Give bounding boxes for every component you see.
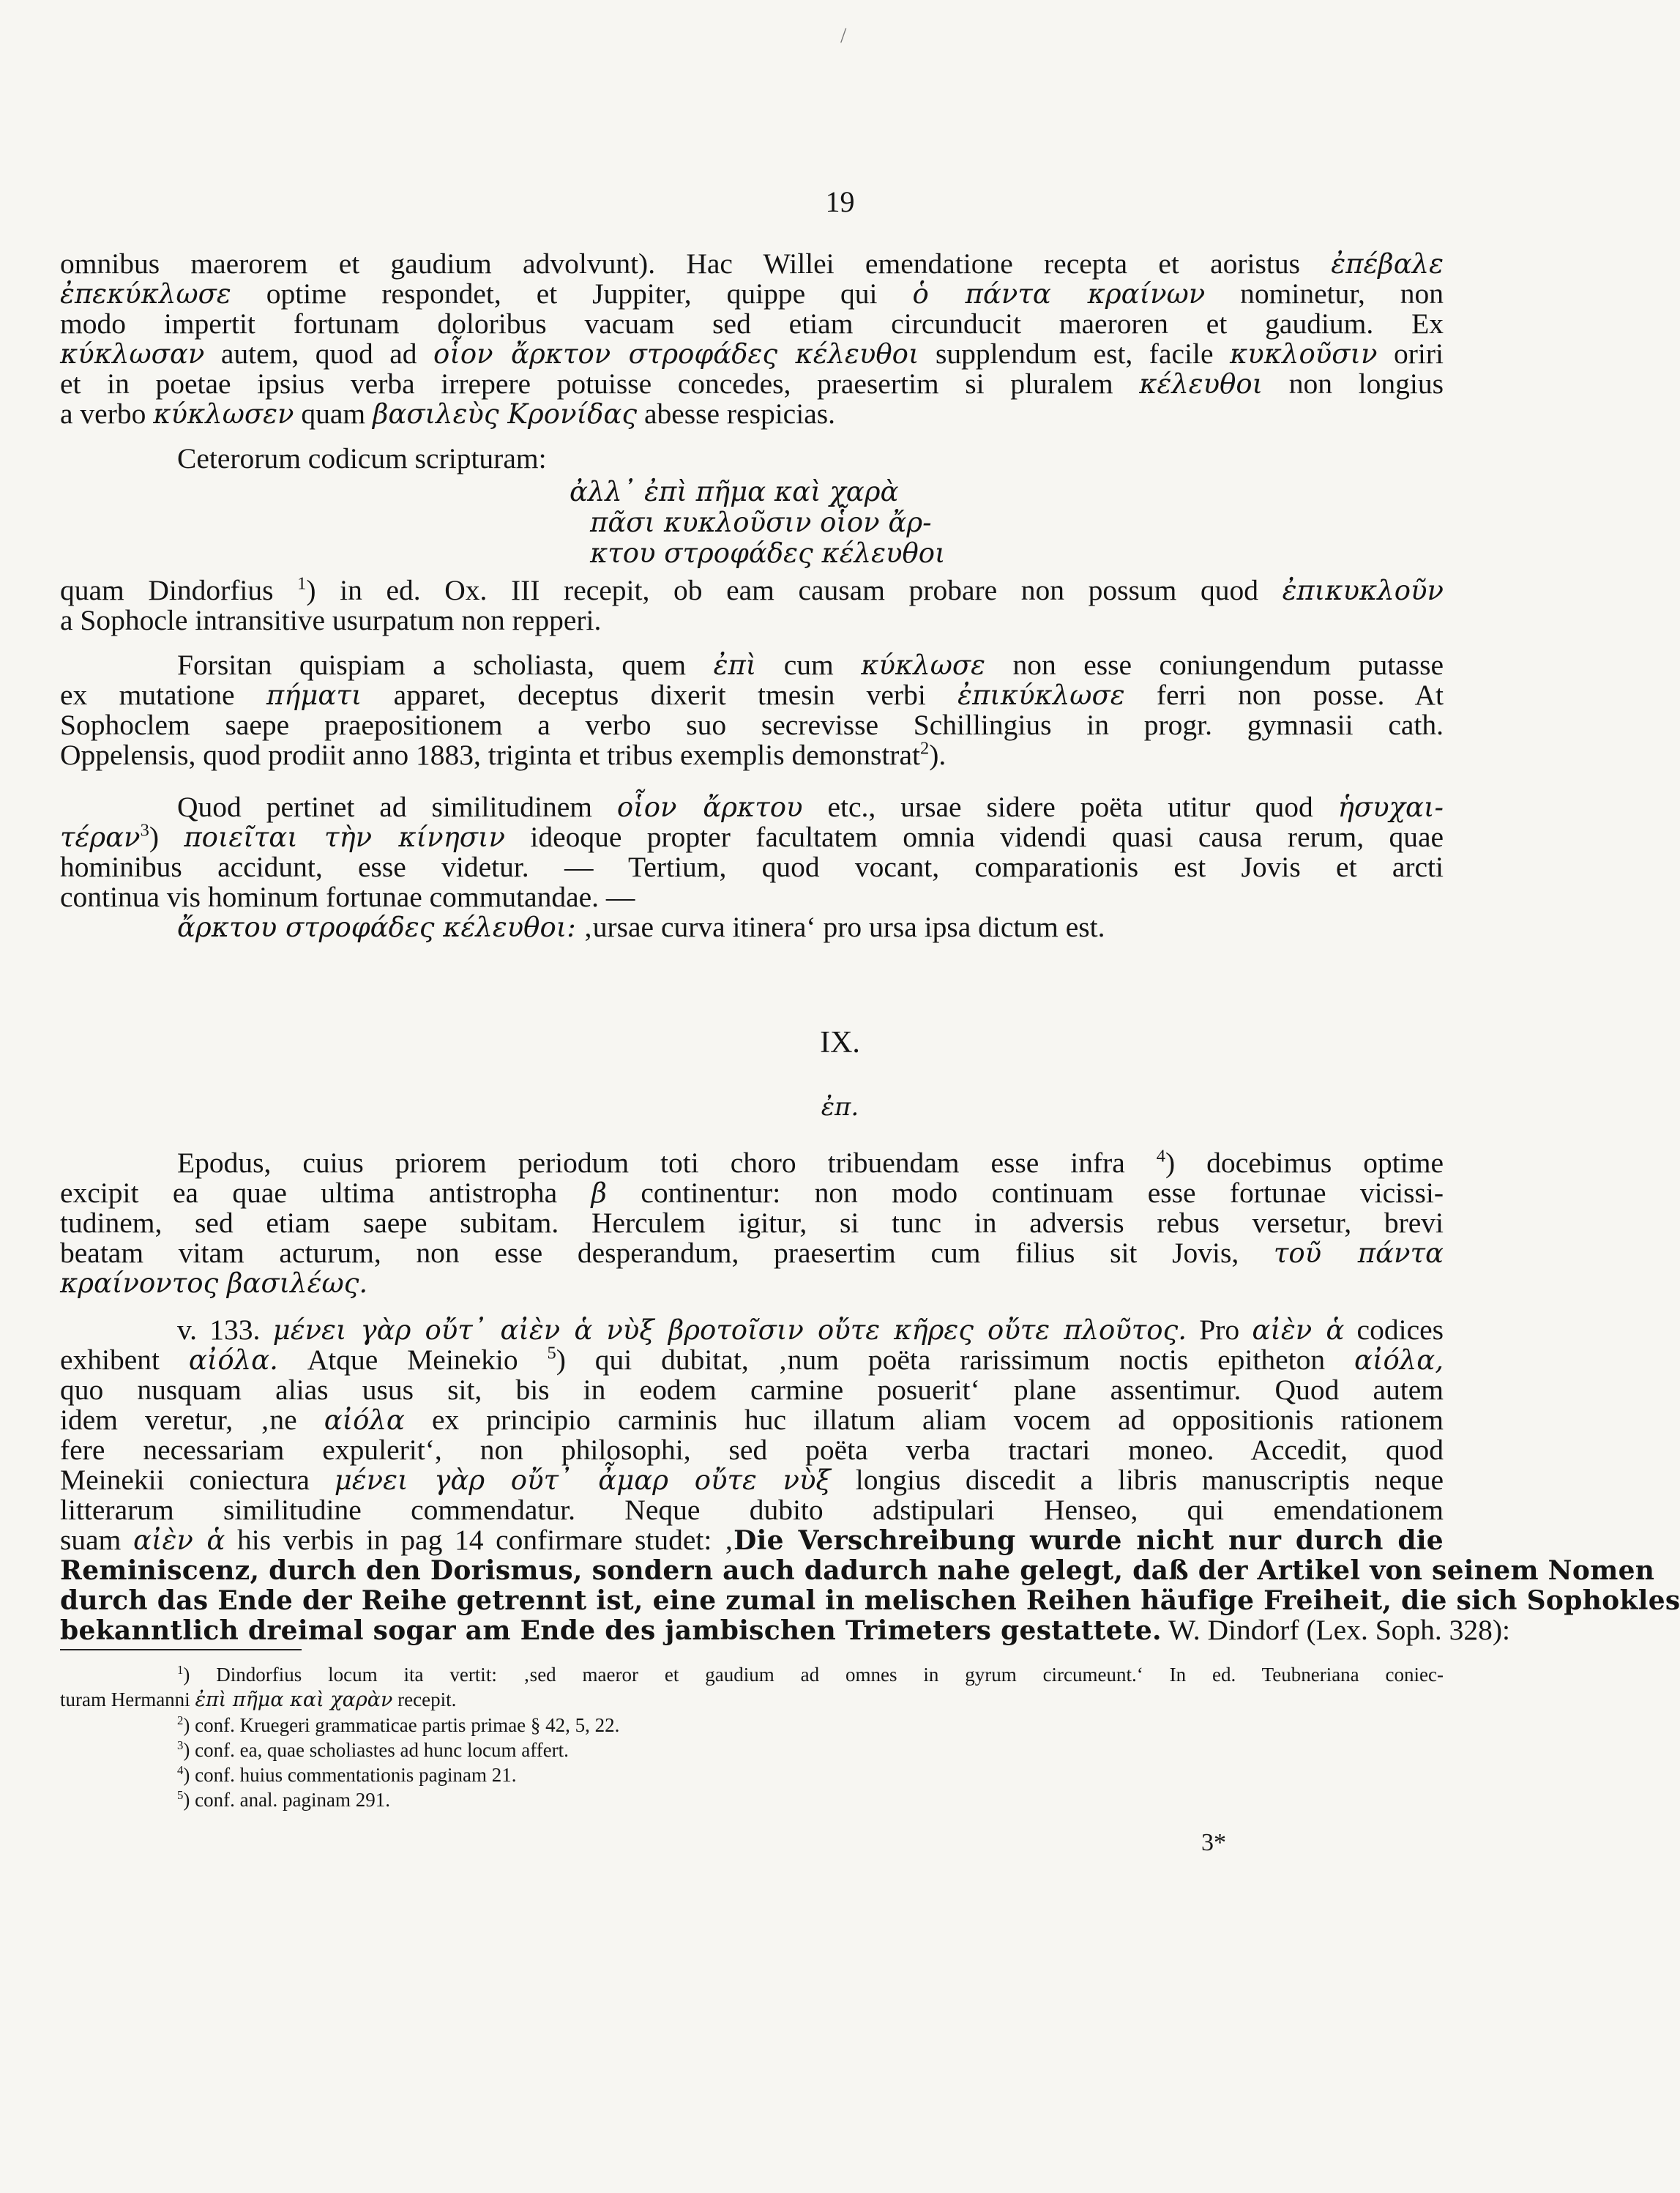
footnote-3: $^3$) conf. ea, quae scholiastes ad hunc locum affert. — [177, 1738, 569, 1761]
text-line: continua vis hominum fortunae commutandae. — — [60, 881, 635, 913]
text-line: Oppelensis, quod prodiit anno 1883, triginta et tribus exemplis demonstrat$^2$). — [60, 738, 947, 771]
footnote-5: $^5$) conf. anal. paginam 291. — [177, 1787, 391, 1811]
text-line: Meinekii coniectura μένει γὰρ οὔτ᾽ ἆμαρ οὔτε νὺξ longius discedit a libris manuscriptis neque — [60, 1464, 1444, 1496]
footnote-1-cont: turam Hermanni ἐπὶ πῆμα καὶ χαρὰν recepit. — [60, 1689, 457, 1711]
verse-line-1: ἀλλ᾽ ἐπὶ πῆμα καὶ χαρὰ — [570, 476, 899, 507]
text-line: τέραν$^3$) ποιεῖται τὴν κίνησιν ideoque propter facultatem omnia videndi quasi causa rerum, quae — [60, 820, 1444, 853]
text-line: beatam vitam acturum, non esse desperandum, praesertim cum filius sit Jovis, τοῦ πάντα — [60, 1237, 1444, 1269]
text-line: ἐπεκύκλωσε optime respondet, et Juppiter, quippe qui ὁ πάντα κραίνων nominetur, non — [60, 278, 1444, 310]
text-line: a verbo κύκλωσεν quam βασιλεὺς Κρονίδας abesse respicias. — [60, 398, 835, 430]
top-mark: / — [840, 23, 847, 48]
text-line: Ceterorum codicum scripturam: — [177, 442, 547, 474]
text-line: litterarum similitudine commendatur. Neque dubito adstipulari Henseo, qui emendationem — [60, 1494, 1444, 1526]
paragraph-2-intro — [60, 444, 1444, 474]
footnotes — [60, 1662, 1444, 1812]
text-line: a Sophocle intransitive usurpatum non repperi. — [60, 604, 602, 636]
text-line: exhibent αἰόλα. Atque Meinekio $^5$) qui dubitat, ‚num poëta rarissimum noctis epitheton αἰόλα, — [60, 1343, 1444, 1376]
text-line: Quod pertinet ad similitudinem οἷον ἄρκτου etc., ursae sidere poëta utitur quod ἡσυχαι- — [177, 791, 1444, 823]
text-line: omnibus maerorem et gaudium advolvunt). Hac Willei emendatione recepta et aoristus ἐπέβαλε — [60, 247, 1444, 280]
text-line: Forsitan quispiam a scholiasta, quem ἐπὶ cum κύκλωσε non esse coniungendum putasse — [177, 649, 1444, 681]
text-line: hominibus accidunt, esse videtur. — Tertium, quod vocant, comparationis est Jovis et arcti — [60, 851, 1444, 883]
signature-mark: 3* — [1201, 1829, 1226, 1856]
section-subheading: ἐπ. — [821, 1092, 859, 1122]
text-line: Epodus, cuius priorem periodum toti choro tribuendam esse infra $^4$) docebimus optime — [177, 1146, 1444, 1179]
text-line: suam αἰὲν ἁ his verbis in pag 14 confirmare studet: ‚Die Verschreibung wurde nicht nur durch die — [60, 1524, 1444, 1556]
verse-line-2: πᾶσι κυκλοῦσιν οἷον ἄρ- — [590, 507, 932, 538]
text-line: κραίνοντος βασιλέως. — [60, 1267, 368, 1299]
paragraph-5 — [60, 1148, 1444, 1298]
text-line: excipit ea quae ultima antistropha β continentur: non modo continuam esse fortunae vicissi- — [60, 1177, 1444, 1209]
text-line: quam Dindorfius $^1$) in ed. Ox. III recepit, ob eam causam probare non possum quod ἐπικυκλοῦν — [60, 573, 1444, 606]
verse-line-3: κτου στροφάδες κέλευθοι — [590, 537, 946, 569]
text-line: modo impertit fortunam doloribus vacuam sed etiam circunducit maeroren et gaudium. Ex — [60, 308, 1444, 340]
text-line: idem veretur, ‚ne αἰόλα ex principio carminis huc illatum aliam vocem ad oppositionis rationem — [60, 1404, 1444, 1436]
text-line: κύκλωσαν autem, quod ad οἷον ἄρκτον στροφάδες κέλευθοι supplendum est, facile κυκλοῦσιν oriri — [60, 338, 1444, 370]
page-number: 19 — [825, 185, 855, 218]
text-line: quo nusquam alias usus sit, bis in eodem carmine posuerit‘ plane assentimur. Quod autem — [60, 1374, 1444, 1406]
text-line: durch das Ende der Reihe getrennt ist, eine zumal in melischen Reihen häufige Freiheit, die sich Sophokles — [60, 1585, 1680, 1616]
text-line: ἄρκτου στροφάδες κέλευθοι: ‚ursae curva itinera‘ pro ursa ipsa dictum est. — [177, 911, 1105, 943]
text-line: Sophoclem saepe praepositionem a verbo suo secrevisse Schillingius in progr. gymnasii cath. — [60, 709, 1444, 741]
text-line: fere necessariam expulerit‘, non philosophi, sed poëta verba tractari moneo. Accedit, quod — [60, 1434, 1444, 1466]
text-line: Reminiscenz, durch den Dorismus, sondern auch dadurch nahe gelegt, daß der Artikel von seinem Nomen — [60, 1555, 1655, 1586]
footnote-2: $^2$) conf. Kruegeri grammaticae partis primae § 42, 5, 22. — [177, 1713, 620, 1736]
text-line: et in poetae ipsius verba irrepere potuisse concedes, praesertim si pluralem κέλευθοι non longius — [60, 368, 1444, 400]
text-line: bekanntlich dreimal sogar am Ende des jambischen Trimeters gestattete. W. Dindorf (Lex. Soph. 328): — [60, 1614, 1511, 1646]
paragraph-2 — [60, 573, 1444, 636]
paragraph-4 — [60, 792, 1444, 942]
paragraph-6 — [60, 1314, 1680, 1646]
paragraph-3 — [60, 650, 1444, 770]
text-line: ex mutatione πήματι apparet, deceptus dixerit tmesin verbi ἐπικύκλωσε ferri non posse. At — [60, 679, 1444, 711]
paragraph-1 — [60, 249, 1444, 429]
text-line: v. 133. μένει γὰρ οὔτ᾽ αἰὲν ἁ νὺξ βροτοῖσιν οὔτε κῆρες οὔτε πλοῦτος. Pro αἰὲν ἁ codices — [177, 1314, 1444, 1346]
footnote-rule — [60, 1649, 302, 1650]
text-line: tudinem, sed etiam saepe subitam. Herculem igitur, si tunc in adversis rebus versetur, brevi — [60, 1207, 1444, 1239]
footnote-1: $^1$) Dindorfius locum ita vertit: ‚sed maeror et gaudium ad omnes in gyrum circumeunt.‘ In ed. Teubneriana coniec- — [177, 1662, 1444, 1686]
footnote-4: $^4$) conf. huius commentationis paginam 21. — [177, 1762, 517, 1786]
section-heading: IX. — [820, 1026, 860, 1060]
